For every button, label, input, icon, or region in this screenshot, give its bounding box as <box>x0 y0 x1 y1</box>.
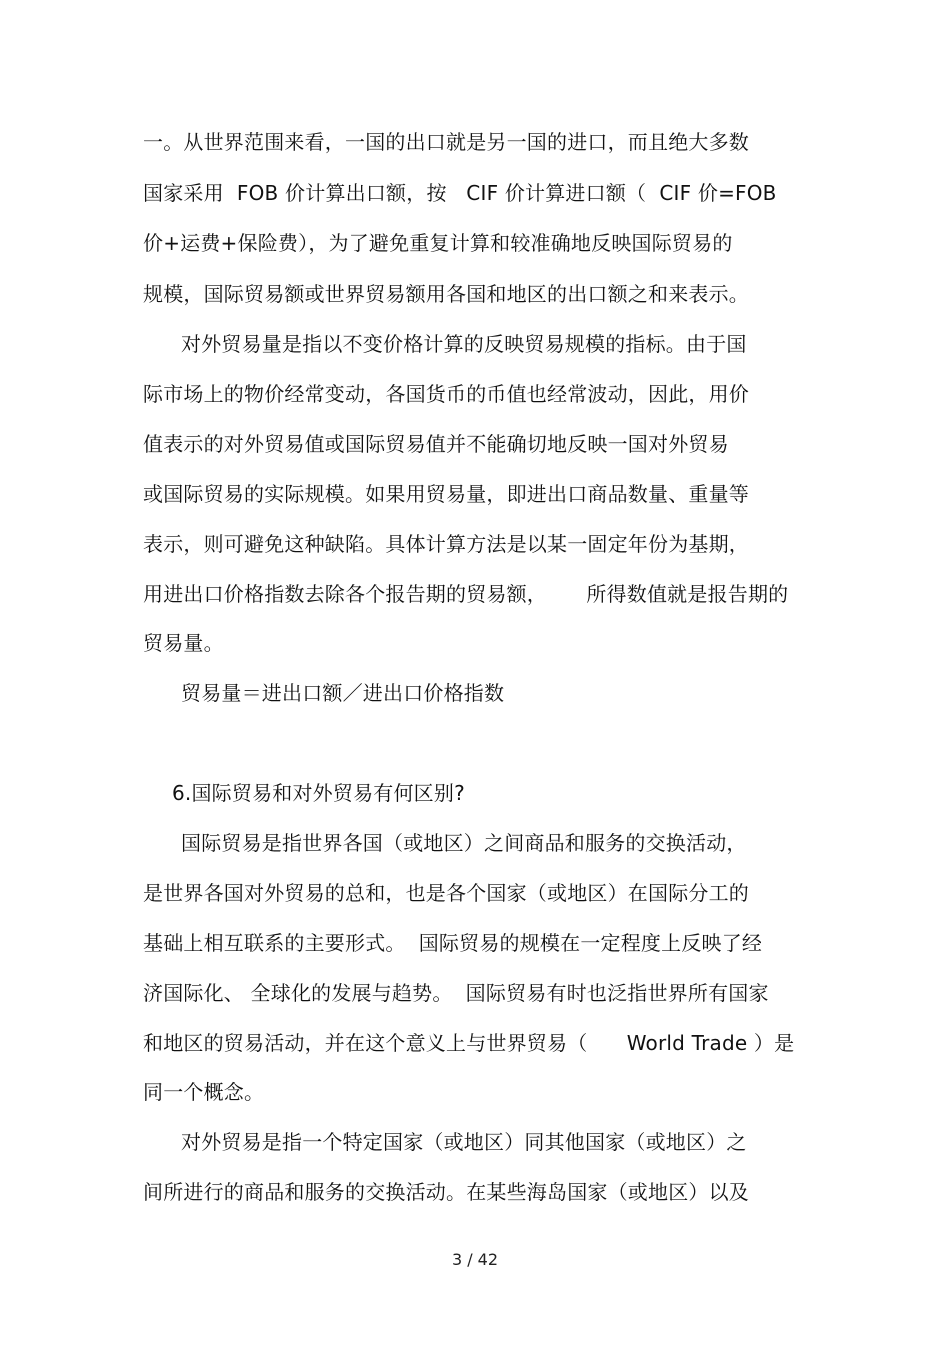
formula-line: 贸易量＝进出口额／进出口价格指数 <box>181 681 505 705</box>
paragraph-3-line-1: 国际贸易是指世界各国（或地区）之间商品和服务的交换活动， <box>181 831 747 855</box>
page-number: 3 / 42 <box>451 1250 499 1269</box>
paragraph-2-line-3: 值表示的对外贸易值或国际贸易值并不能确切地反映一国对外贸易 <box>143 432 729 456</box>
paragraph-2-line-5: 表示，则可避免这种缺陷。具体计算方法是以某一固定年份为基期， <box>143 532 749 556</box>
paragraph-2-line-4: 或国际贸易的实际规模。如果用贸易量，即进出口商品数量、重量等 <box>143 482 749 506</box>
paragraph-2-line-2: 际市场上的物价经常变动，各国货币的币值也经常波动，因此，用价 <box>143 382 749 406</box>
paragraph-4-line-2: 间所进行的商品和服务的交换活动。在某些海岛国家（或地区）以及 <box>143 1180 749 1204</box>
paragraph-3-line-2: 是世界各国对外贸易的总和，也是各个国家（或地区）在国际分工的 <box>143 881 749 905</box>
paragraph-2-line-7: 贸易量。 <box>143 631 224 655</box>
paragraph-2-line-6: 用进出口价格指数去除各个报告期的贸易额， 所得数值就是报告期的 <box>143 582 789 606</box>
paragraph-1-line-3: 价+运费+保险费），为了避免重复计算和较准确地反映国际贸易的 <box>143 231 733 255</box>
paragraph-3-line-5: 和地区的贸易活动，并在这个意义上与世界贸易（ World Trade ）是 <box>143 1031 795 1055</box>
question-heading: 6.国际贸易和对外贸易有何区别? <box>172 781 465 805</box>
paragraph-3-line-6: 同一个概念。 <box>143 1080 265 1104</box>
paragraph-3-line-4: 济国际化、 全球化的发展与趋势。 国际贸易有时也泛指世界所有国家 <box>143 981 769 1005</box>
paragraph-1-line-4: 规模，国际贸易额或世界贸易额用各国和地区的出口额之和来表示。 <box>143 282 749 306</box>
paragraph-1-line-2: 国家采用 FOB 价计算出口额，按 CIF 价计算进口额（ CIF 价=FOB <box>143 181 777 205</box>
paragraph-4-line-1: 对外贸易是指一个特定国家（或地区）同其他国家（或地区）之 <box>181 1130 747 1154</box>
paragraph-2-line-1: 对外贸易量是指以不变价格计算的反映贸易规模的指标。由于国 <box>181 332 747 356</box>
paragraph-1-line-1: 一。从世界范围来看，一国的出口就是另一国的进口，而且绝大多数 <box>143 130 749 154</box>
paragraph-3-line-3: 基础上相互联系的主要形式。 国际贸易的规模在一定程度上反映了经 <box>143 931 763 955</box>
